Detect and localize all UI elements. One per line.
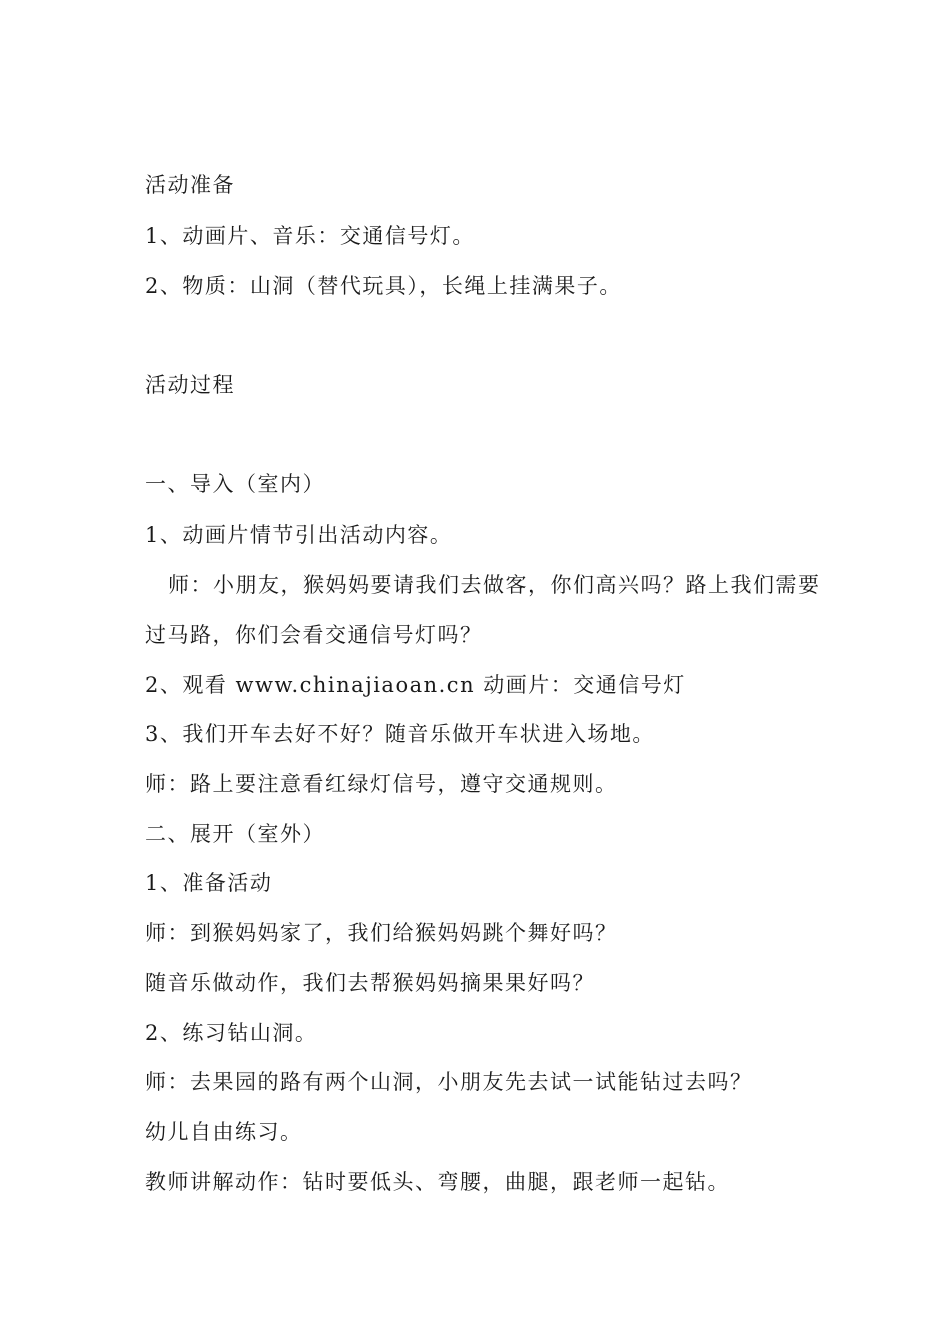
paragraph: 3、我们开车去好不好？随音乐做开车状进入场地。: [145, 722, 655, 746]
paragraph: 2、物质：山洞（替代玩具），长绳上挂满果子。: [145, 274, 622, 298]
paragraph: 师：去果园的路有两个山洞，小朋友先去试一试能钻过去吗？: [145, 1070, 753, 1094]
paragraph: 1、动画片情节引出活动内容。: [145, 523, 453, 547]
paragraph: 师：小朋友，猴妈妈要请我们去做客，你们高兴吗？路上我们需要: [168, 573, 821, 597]
paragraph: 师：路上要注意看红绿灯信号，遵守交通规则。: [145, 772, 618, 796]
paragraph: 师：到猴妈妈家了，我们给猴妈妈跳个舞好吗？: [145, 921, 618, 945]
section-heading: 二、展开（室外）: [145, 822, 325, 846]
paragraph: 2、练习钻山洞。: [145, 1021, 318, 1045]
paragraph: 幼儿自由练习。: [145, 1120, 303, 1144]
paragraph: 随音乐做动作，我们去帮猴妈妈摘果果好吗？: [145, 971, 595, 995]
heading-activity-preparation: 活动准备: [145, 173, 235, 197]
paragraph: 2、观看 www.chinajiaoan.cn 动画片：交通信号灯: [145, 673, 686, 697]
paragraph: 教师讲解动作：钻时要低头、弯腰，曲腿，跟老师一起钻。: [145, 1170, 730, 1194]
heading-activity-process: 活动过程: [145, 373, 235, 397]
section-heading: 一、导入（室内）: [145, 472, 325, 496]
paragraph: 过马路，你们会看交通信号灯吗？: [145, 623, 483, 647]
paragraph: 1、准备活动: [145, 871, 273, 895]
paragraph: 1、动画片、音乐：交通信号灯。: [145, 224, 475, 248]
